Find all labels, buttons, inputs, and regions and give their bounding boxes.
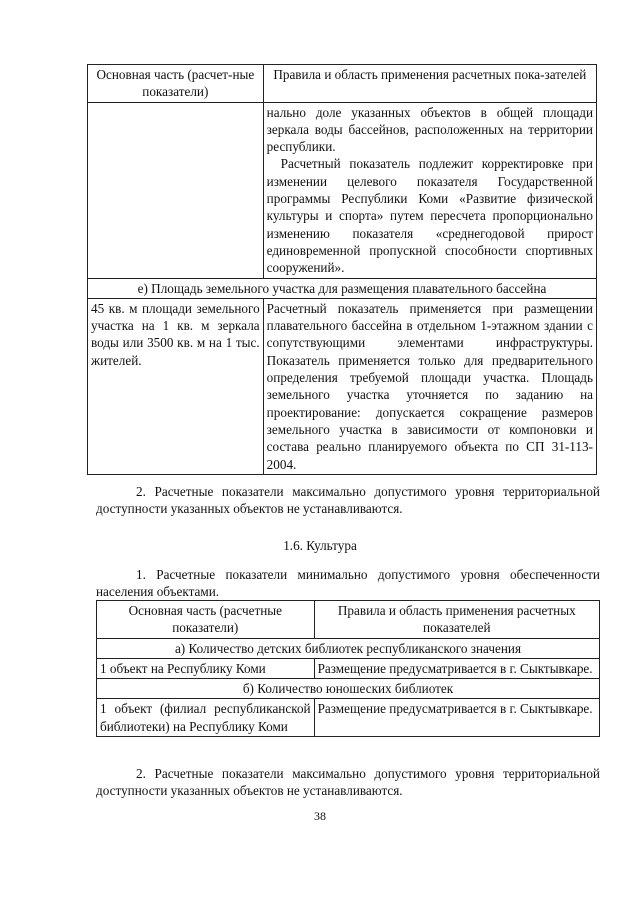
table2-section-b: б) Количество юношеских библиотек xyxy=(97,679,600,699)
table1-section-e: е) Площадь земельного участка для размещения плавательного бассейна xyxy=(88,278,597,298)
table1-row1-col1 xyxy=(88,102,264,278)
table1-row1-text1: нально доле указанных объектов в общей площади зеркала воды бассейнов, расположенных на территории республики. xyxy=(266,104,593,155)
table2-row-b-col1: 1 объект (филиал республиканской библиотеки) на Республику Коми xyxy=(97,699,315,737)
table2-row-b-col2: Размещение предусматривается в г. Сыктывкаре. xyxy=(314,699,599,737)
table1-header-col1: Основная часть (расчет-ные показатели) xyxy=(88,65,264,103)
section-heading: 1.6. Культура xyxy=(283,538,357,553)
sports-table xyxy=(87,64,597,475)
table2-row-a-col1: 1 объект на Республику Коми xyxy=(97,658,315,678)
paragraph-2: 1. Расчетные показатели минимально допустимого уровня обеспеченности населения объектами. xyxy=(96,567,600,600)
paragraph-1: 2. Расчетные показатели максимально допустимого уровня территориальной доступности указанных объектов не устанавливаются. xyxy=(96,484,600,517)
table2-row-a-col2: Размещение предусматривается в г. Сыктывкаре. xyxy=(314,658,599,678)
table1-row2-col1: 45 кв. м площади земельного участка на 1 кв. м зеркала воды или 3500 кв. м на 1 тыс. жителей. xyxy=(88,298,264,474)
table2-header-col1: Основная часть (расчетные показатели) xyxy=(97,601,315,639)
culture-table xyxy=(96,600,600,737)
page-number: 38 xyxy=(314,809,326,823)
table2-section-a: а) Количество детских библиотек республиканского значения xyxy=(97,638,600,658)
table2-header-col2: Правила и область применения расчетных показателей xyxy=(314,601,599,639)
table1-row1-col2 xyxy=(263,102,596,278)
paragraph-3: 2. Расчетные показатели максимально допустимого уровня территориальной доступности указанных объектов не устанавливаются. xyxy=(96,766,600,799)
table1-row1-text2: Расчетный показатель подлежит корректировке при изменении целевого показателя Государственной программы Республики Коми «Развитие физической культуры и спорта» путем пересчета пропорционально изменению показателя «среднегодовой прирост единовременной пропускной способности спортивных сооружений». xyxy=(266,156,593,276)
table1-row2-col2: Расчетный показатель применяется при размещении плавательного бассейна в отдельном 1-этажном здании с сопутствующими элементами инфраструктуры. Показатель применяется только для предварительного определения требуемой площади участка. Площадь земельного участка уточняется по заданию на проектирование: допускается сокращение размеров земельного участка в зависимости от компоновки и состава реально планируемого объекта по СП 31-113-2004. xyxy=(263,298,596,474)
table1-header-col2: Правила и область применения расчетных пока-зателей xyxy=(263,65,596,103)
